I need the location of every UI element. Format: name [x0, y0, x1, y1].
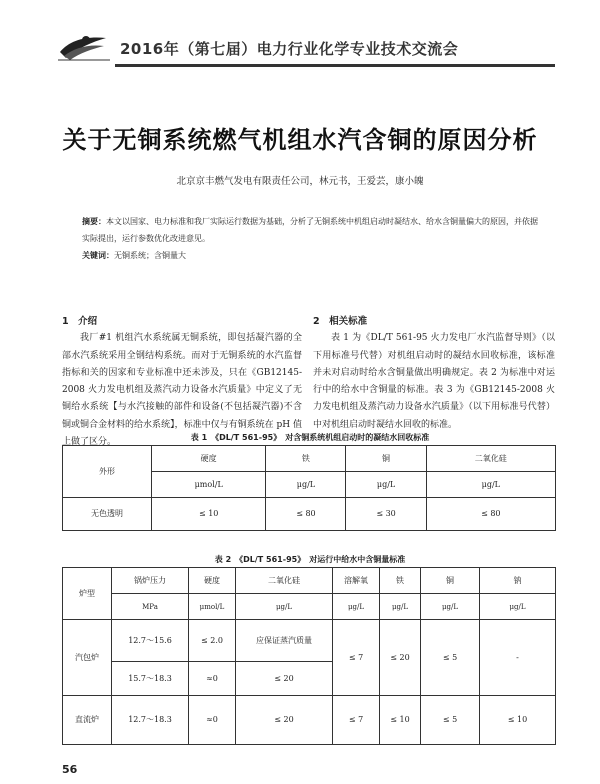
table-1-cell: ≤ 80 — [426, 497, 555, 530]
table-2-cell: 汽包炉 — [63, 620, 112, 695]
table-2-cell: ≤ 7 — [333, 695, 380, 745]
column-right — [313, 313, 555, 434]
page-number: 56 — [62, 763, 78, 776]
table-2-unit: μg/L — [236, 594, 333, 620]
table-1-unit: μg/L — [266, 471, 346, 497]
table-2-header: 钠 — [480, 568, 556, 594]
keywords-text: 无铜系统；含铜量大 — [114, 251, 186, 260]
abstract-label: 摘要： — [82, 217, 106, 226]
keywords — [82, 250, 542, 261]
table-2-cell: ≤ 20 — [236, 695, 333, 745]
table-2-unit: MPa — [112, 594, 189, 620]
table-1-cell: 无色透明 — [63, 497, 152, 530]
table-2-header: 锅炉压力 — [112, 568, 189, 594]
table-2-unit: μmol/L — [189, 594, 236, 620]
table-2-cell: 15.7～18.3 — [112, 661, 189, 695]
table-1-caption: 表 1 《DL/T 561-95》 对含铜系统机组启动时的凝结水回收标准 — [190, 433, 430, 442]
table-1-header: 二氧化硅 — [426, 446, 555, 472]
table-2-header: 铁 — [380, 568, 421, 594]
table-2-header: 二氧化硅 — [236, 568, 333, 594]
conference-logo-icon — [56, 28, 112, 62]
table-2 — [62, 567, 556, 745]
table-1-header: 铜 — [346, 446, 426, 472]
table-2-header: 铜 — [421, 568, 480, 594]
table-2-cell: ≤ 10 — [480, 695, 556, 745]
column-left — [62, 313, 302, 451]
abstract — [82, 213, 542, 247]
table-2-cell: - — [480, 620, 556, 695]
page-header — [0, 0, 600, 70]
conference-title: 2016年（第七届）电力行业化学专业技术交流会 — [120, 40, 459, 58]
table-2-cell: ≤ 20 — [380, 620, 421, 695]
table-2-cell: ≈0 — [189, 661, 236, 695]
table-2-header: 硬度 — [189, 568, 236, 594]
section-2-title: 2 相关标准 — [313, 316, 368, 327]
table-1-cell: ≤ 10 — [152, 497, 266, 530]
table-2-header: 溶解氧 — [333, 568, 380, 594]
table-2-cell: 应保证蒸汽质量 — [236, 620, 333, 662]
paper-authors: 北京京丰燃气发电有限责任公司，林元书，王爱芸，康小魄 — [176, 176, 424, 187]
table-1-unit: μmol/L — [152, 471, 266, 497]
table-1-unit: μg/L — [426, 471, 555, 497]
paper-title: 关于无铜系统燃气机组水汽含铜的原因分析 — [62, 126, 538, 154]
keywords-label: 关键词： — [82, 251, 114, 260]
section-1-body: 我厂#1 机组汽水系统属无铜系统，即包括凝汽器的全部水汽系统采用全钢结构系统。而对于无铜系统的水汽监督指标和关的因家和专业标准中还未涉及，只在《GB12145-2008 火力发电机组及蒸汽动力设备水汽质量》中定义了无铜给水系统【与水汽接触的部件和设备(不包括凝汽器)不含铜或铜合金材料的给水系统】，标准中仅与有铜系统在 pH 值上做了区分。 — [62, 333, 302, 448]
table-2-cell: 12.7～15.6 — [112, 620, 189, 662]
table-1-cell: ≤ 80 — [266, 497, 346, 530]
table-2-cell: 12.7～18.3 — [112, 695, 189, 745]
abstract-text: 本文以国家、电力标准和我厂实际运行数据为基础，分析了无铜系统中机组启动时凝结水、给水含铜量偏大的原因，并依据实际提出，运行参数优化改进意见。 — [82, 217, 538, 243]
table-2-cell: ≤ 5 — [421, 620, 480, 695]
table-2-cell: ≈0 — [189, 695, 236, 745]
table-2-unit: μg/L — [333, 594, 380, 620]
table-1-unit: μg/L — [346, 471, 426, 497]
table-2-header: 炉型 — [63, 568, 112, 620]
table-2-cell: ≤ 5 — [421, 695, 480, 745]
table-1 — [62, 445, 556, 531]
table-1-header: 硬度 — [152, 446, 266, 472]
table-2-cell: ≤ 20 — [236, 661, 333, 695]
table-1-header: 铁 — [266, 446, 346, 472]
table-2-unit: μg/L — [421, 594, 480, 620]
table-2-unit: μg/L — [380, 594, 421, 620]
header-rule — [115, 64, 555, 67]
table-2-caption: 表 2 《DL/T 561-95》 对运行中给水中含铜量标准 — [214, 555, 406, 564]
table-2-cell: ≤ 2.0 — [189, 620, 236, 662]
table-2-cell: ≤ 10 — [380, 695, 421, 745]
table-2-cell: 直流炉 — [63, 695, 112, 745]
table-2-unit: μg/L — [480, 594, 556, 620]
table-1-header-appearance: 外形 — [63, 446, 152, 498]
section-2-body: 表 1 为《DL/T 561-95 火力发电厂水汽监督导则》（以下用标准号代替）对机组启动时的凝结水回收标准，该标准并未对启动时给水含铜量做出明确规定。表 2 为标准中对运行中的给水中含铜量的标准。表 3 为《GB12145-2008 火力发电机组及蒸汽动力设备水汽质量》（以下用标准号代替）中对机组启动时凝结水回收的标准。 — [313, 333, 555, 430]
table-1-cell: ≤ 30 — [346, 497, 426, 530]
table-2-cell: ≤ 7 — [333, 620, 380, 695]
section-1-title: 1 介绍 — [62, 316, 98, 327]
